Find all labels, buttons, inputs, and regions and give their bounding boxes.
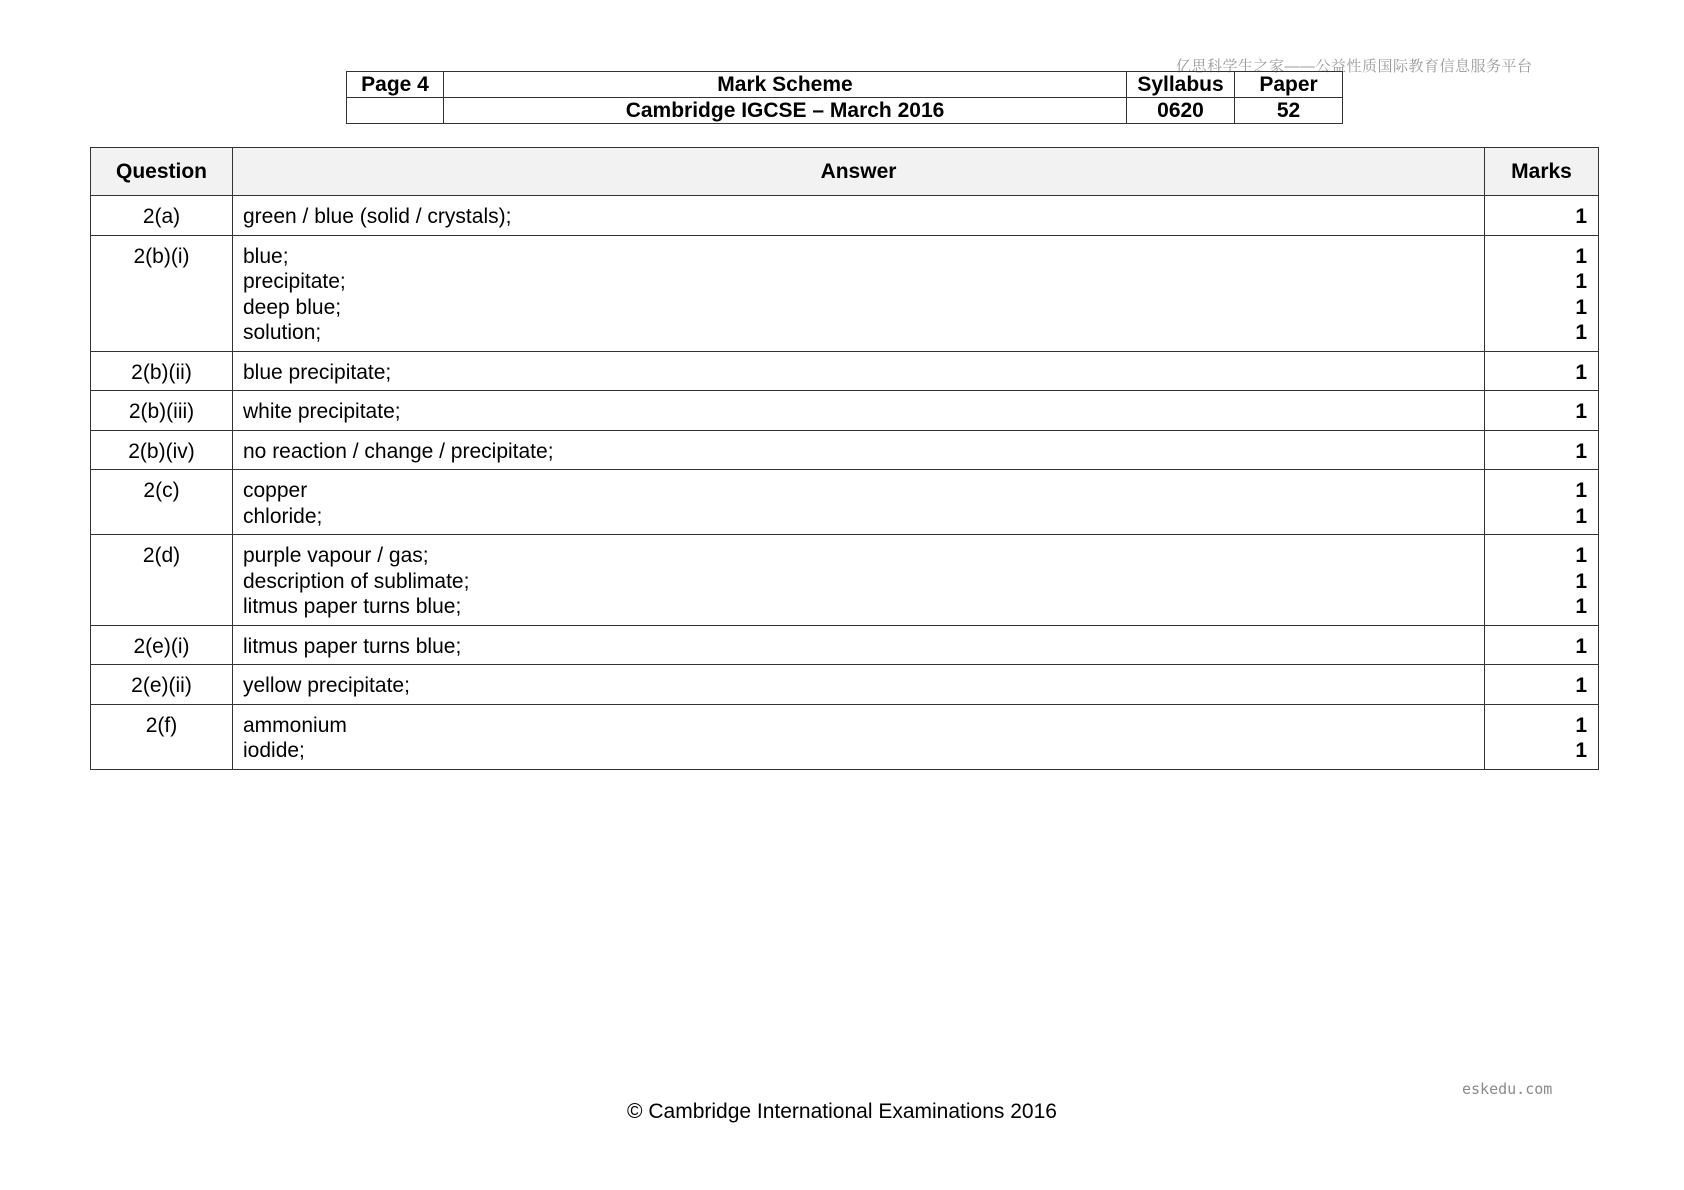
marks-cell <box>1485 391 1599 431</box>
marks-cell <box>1485 535 1599 626</box>
answer-line: chloride; <box>243 504 323 528</box>
document-subtitle: Cambridge IGCSE – March 2016 <box>444 98 1127 124</box>
marks-cell <box>1485 351 1599 391</box>
mark-value: 1 <box>1575 360 1587 384</box>
answer-cell <box>233 196 1485 236</box>
mark-value: 1 <box>1575 634 1587 658</box>
table-row <box>91 391 1599 431</box>
mark-value: 1 <box>1575 295 1587 319</box>
answer-cell <box>233 351 1485 391</box>
marks-cell <box>1485 704 1599 769</box>
mark-value: 1 <box>1575 713 1587 737</box>
paper-label: Paper <box>1235 72 1343 98</box>
answer-line: ammonium <box>243 713 347 737</box>
answer-line: yellow precipitate; <box>243 674 410 697</box>
mark-value: 1 <box>1575 321 1587 344</box>
header-row-2 <box>347 98 1343 124</box>
header-row-1 <box>347 72 1343 98</box>
answer-line: iodide; <box>243 739 305 762</box>
paper-number: 52 <box>1235 98 1343 124</box>
mark-value: 1 <box>1575 439 1587 463</box>
table-row <box>91 430 1599 470</box>
mark-value: 1 <box>1575 739 1587 762</box>
mark-value: 1 <box>1575 674 1587 697</box>
answer-cell <box>233 535 1485 626</box>
marks-cell <box>1485 196 1599 236</box>
question-cell: 2(b)(i) <box>91 235 233 351</box>
answer-cell <box>233 470 1485 535</box>
question-cell: 2(c) <box>91 470 233 535</box>
answer-line: copper <box>243 479 308 502</box>
question-cell: 2(b)(iii) <box>91 391 233 431</box>
answer-line: white precipitate; <box>243 400 401 423</box>
answer-cell <box>233 235 1485 351</box>
question-cell: 2(d) <box>91 535 233 626</box>
answer-line: deep blue; <box>243 295 342 319</box>
answer-line: solution; <box>243 321 322 344</box>
marks-cell <box>1485 665 1599 705</box>
mark-scheme-table <box>90 147 1599 770</box>
watermark-url: eskedu.com <box>1462 1080 1553 1098</box>
table-header-row <box>91 148 1599 196</box>
syllabus-label: Syllabus <box>1127 72 1235 98</box>
marks-cell <box>1485 430 1599 470</box>
question-cell: 2(e)(ii) <box>91 665 233 705</box>
table-row <box>91 470 1599 535</box>
watermark-text: 亿思科学生之家——公益性质国际教育信息服务平台 <box>1176 58 1533 75</box>
answer-line: description of sublimate; <box>243 569 470 593</box>
mark-value: 1 <box>1575 569 1587 593</box>
table-row <box>91 535 1599 626</box>
table-row <box>91 704 1599 769</box>
answer-line: blue; <box>243 244 289 268</box>
copyright-footer: © Cambridge International Examinations 2016 <box>627 1100 1057 1123</box>
answer-line: precipitate; <box>243 270 346 293</box>
question-cell: 2(f) <box>91 704 233 769</box>
page-number-blank <box>347 98 444 124</box>
mark-value: 1 <box>1575 400 1587 423</box>
answer-cell <box>233 391 1485 431</box>
answer-cell <box>233 704 1485 769</box>
mark-value: 1 <box>1575 544 1587 567</box>
table-row <box>91 235 1599 351</box>
question-cell: 2(a) <box>91 196 233 236</box>
mark-value: 1 <box>1575 595 1587 618</box>
question-cell: 2(b)(iv) <box>91 430 233 470</box>
question-column-header: Question <box>91 148 233 196</box>
answer-line: no reaction / change / precipitate; <box>243 439 554 463</box>
mark-value: 1 <box>1575 479 1587 502</box>
answer-cell <box>233 625 1485 665</box>
mark-value: 1 <box>1575 270 1587 293</box>
marks-cell <box>1485 235 1599 351</box>
mark-value: 1 <box>1575 244 1587 268</box>
answer-cell <box>233 665 1485 705</box>
answer-line: litmus paper turns blue; <box>243 634 462 658</box>
marks-cell <box>1485 470 1599 535</box>
table-row <box>91 351 1599 391</box>
mark-value: 1 <box>1575 504 1587 528</box>
page-header-table <box>346 71 1343 124</box>
answer-column-header: Answer <box>233 148 1485 196</box>
answer-line: green / blue (solid / crystals); <box>243 205 512 228</box>
question-cell: 2(e)(i) <box>91 625 233 665</box>
document-title: Mark Scheme <box>444 72 1127 98</box>
table-row <box>91 625 1599 665</box>
marks-column-header: Marks <box>1485 148 1599 196</box>
mark-value: 1 <box>1575 205 1587 228</box>
answer-line: blue precipitate; <box>243 360 392 384</box>
question-cell: 2(b)(ii) <box>91 351 233 391</box>
answer-line: litmus paper turns blue; <box>243 595 462 618</box>
table-row <box>91 665 1599 705</box>
answer-line: purple vapour / gas; <box>243 544 429 567</box>
marks-cell <box>1485 625 1599 665</box>
table-row <box>91 196 1599 236</box>
syllabus-code: 0620 <box>1127 98 1235 124</box>
page-number: Page 4 <box>347 72 444 98</box>
answer-cell <box>233 430 1485 470</box>
